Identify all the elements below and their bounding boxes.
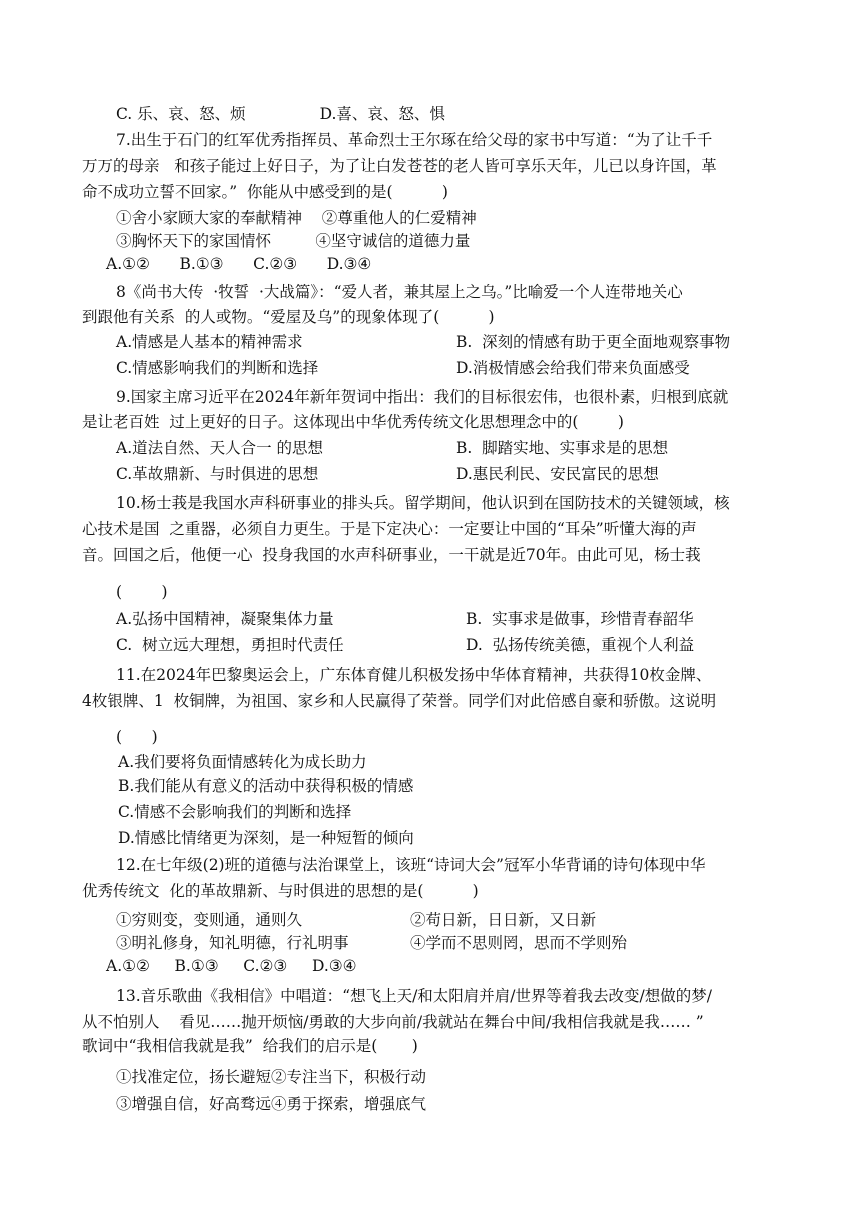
q7-choices: A.①② B.①③ C.②③ D.③④ (106, 255, 372, 273)
q10-option-a: A.弘扬中国精神，凝聚集体力量 (116, 610, 334, 628)
q11-option-d: D.情感比情绪更为深刻，是一种短暂的倾向 (118, 829, 414, 847)
q11-stem-line-2: 4枚银牌、1 枚铜牌，为祖国、家乡和人民赢得了荣誉。同学们对此倍感自豪和骄傲。这说明 (82, 692, 717, 710)
q10-option-d: D. 弘扬传统美德，重视个人利益 (466, 636, 695, 654)
q10-stem-line-3: 音。回国之后，他便一心 投身我国的水声科研事业，一干就是近70年。由此可见，杨士莪 (82, 546, 701, 564)
q11-option-c: C.情感不会影响我们的判断和选择 (118, 803, 352, 821)
q11-answer-paren: ( ) (116, 728, 158, 746)
q13-stem-line-3: 歌词中“我相信我就是我” 给我们的启示是( ) (82, 1037, 418, 1055)
q10-option-c: C. 树立远大理想，勇担时代责任 (116, 636, 344, 654)
q12-item-3: ③明礼修身，知礼明德，行礼明事 (116, 934, 349, 952)
q9-stem-line-1: 9.国家主席习近平在2024年新年贺词中指出：我们的目标很宏伟，也很朴素，归根到底就 (116, 388, 729, 406)
q7-stem-line-3: 命不成功立誓不回家。” 你能从中感受到的是( ) (82, 183, 448, 201)
q6-options-c-d: C. 乐、哀、怒、烦 D.喜、哀、怒、惧 (116, 105, 445, 123)
q7-stem-line-1: 7.出生于石门的红军优秀指挥员、革命烈士王尔琢在给父母的家书中写道：“为了让千千 (116, 131, 713, 149)
q8-stem-line-2: 到跟他有关系 的人或物。“爱屋及乌”的现象体现了( ) (82, 308, 495, 326)
q11-option-b: B.我们能从有意义的活动中获得积极的情感 (118, 777, 414, 795)
q10-stem-line-1: 10.杨士莪是我国水声科研事业的排头兵。留学期间，他认识到在国防技术的关键领域，核 (116, 494, 730, 512)
q9-stem-line-2: 是让老百姓 过上更好的日子。这体现出中华优秀传统文化思想理念中的( ) (82, 413, 624, 431)
q12-stem-line-2: 优秀传统文 化的革故鼎新、与时俱进的思想的是( ) (82, 882, 479, 900)
q8-option-d: D.消极情感会给我们带来负面感受 (456, 359, 690, 377)
q8-option-a: A.情感是人基本的精神需求 (116, 333, 303, 351)
q12-item-1: ①穷则变，变则通，通则久 (116, 911, 303, 929)
q12-item-2: ②苟日新，日日新，又日新 (410, 911, 597, 929)
q10-answer-paren: ( ) (116, 583, 168, 601)
q8-option-c: C.情感影响我们的判断和选择 (116, 359, 319, 377)
q9-option-d: D.惠民利民、安民富民的思想 (456, 465, 659, 483)
q9-option-a: A.道法自然、天人合一 的思想 (116, 439, 324, 457)
q12-stem-line-1: 12.在七年级(2)班的道德与法治课堂上，该班“诗词大会”冠军小华背诵的诗句体现中华 (116, 856, 706, 874)
q11-stem-line-1: 11.在2024年巴黎奥运会上，广东体育健儿积极发扬中华体育精神，共获得10枚金牌、 (116, 666, 712, 684)
q11-option-a: A.我们要将负面情感转化为成长助力 (118, 753, 367, 771)
q13-items-3-4: ③增强自信，好高骛远④勇于探索，增强底气 (116, 1095, 427, 1113)
q7-items-1-2: ①舍小家顾大家的奉献精神 ②尊重他人的仁爱精神 (116, 209, 477, 227)
q7-stem-line-2: 万万的母亲 和孩子能过上好日子，为了让白发苍苍的老人皆可享乐天年，儿已以身许国，革 (82, 157, 717, 175)
q10-stem-line-2: 心技术是国 之重器，必须自力更生。于是下定决心：一定要让中国的“耳朵”听懂大海的声 (82, 520, 697, 538)
q8-stem-line-1: 8《尚书大传 ·牧誓 ·大战篇》：“爱人者，兼其屋上之乌。”比喻爱一个人连带地关心 (116, 283, 683, 301)
q13-stem-line-2: 从不怕别人 看见……抛开烦恼/勇敢的大步向前/我就站在舞台中间/我相信我就是我…… ” (82, 1013, 704, 1031)
q13-items-1-2: ①找准定位，扬长避短②专注当下，积极行动 (116, 1068, 427, 1086)
q12-item-4: ④学而不思则罔，思而不学则殆 (410, 934, 628, 952)
q8-option-b: B. 深刻的情感有助于更全面地观察事物 (456, 333, 731, 351)
q7-items-3-4: ③胸怀天下的家国情怀 ④坚守诚信的道德力量 (116, 232, 471, 250)
q9-option-c: C.革故鼎新、与时俱进的思想 (116, 465, 319, 483)
q10-option-b: B. 实事求是做事，珍惜青春韶华 (466, 610, 694, 628)
q12-choices: A.①② B.①③ C.②③ D.③④ (106, 957, 357, 975)
q13-stem-line-1: 13.音乐歌曲《我相信》中唱道：“想飞上天/和太阳肩并肩/世界等着我去改变/想做的梦/ (116, 987, 712, 1005)
q9-option-b: B. 脚踏实地、实事求是的思想 (456, 439, 669, 457)
